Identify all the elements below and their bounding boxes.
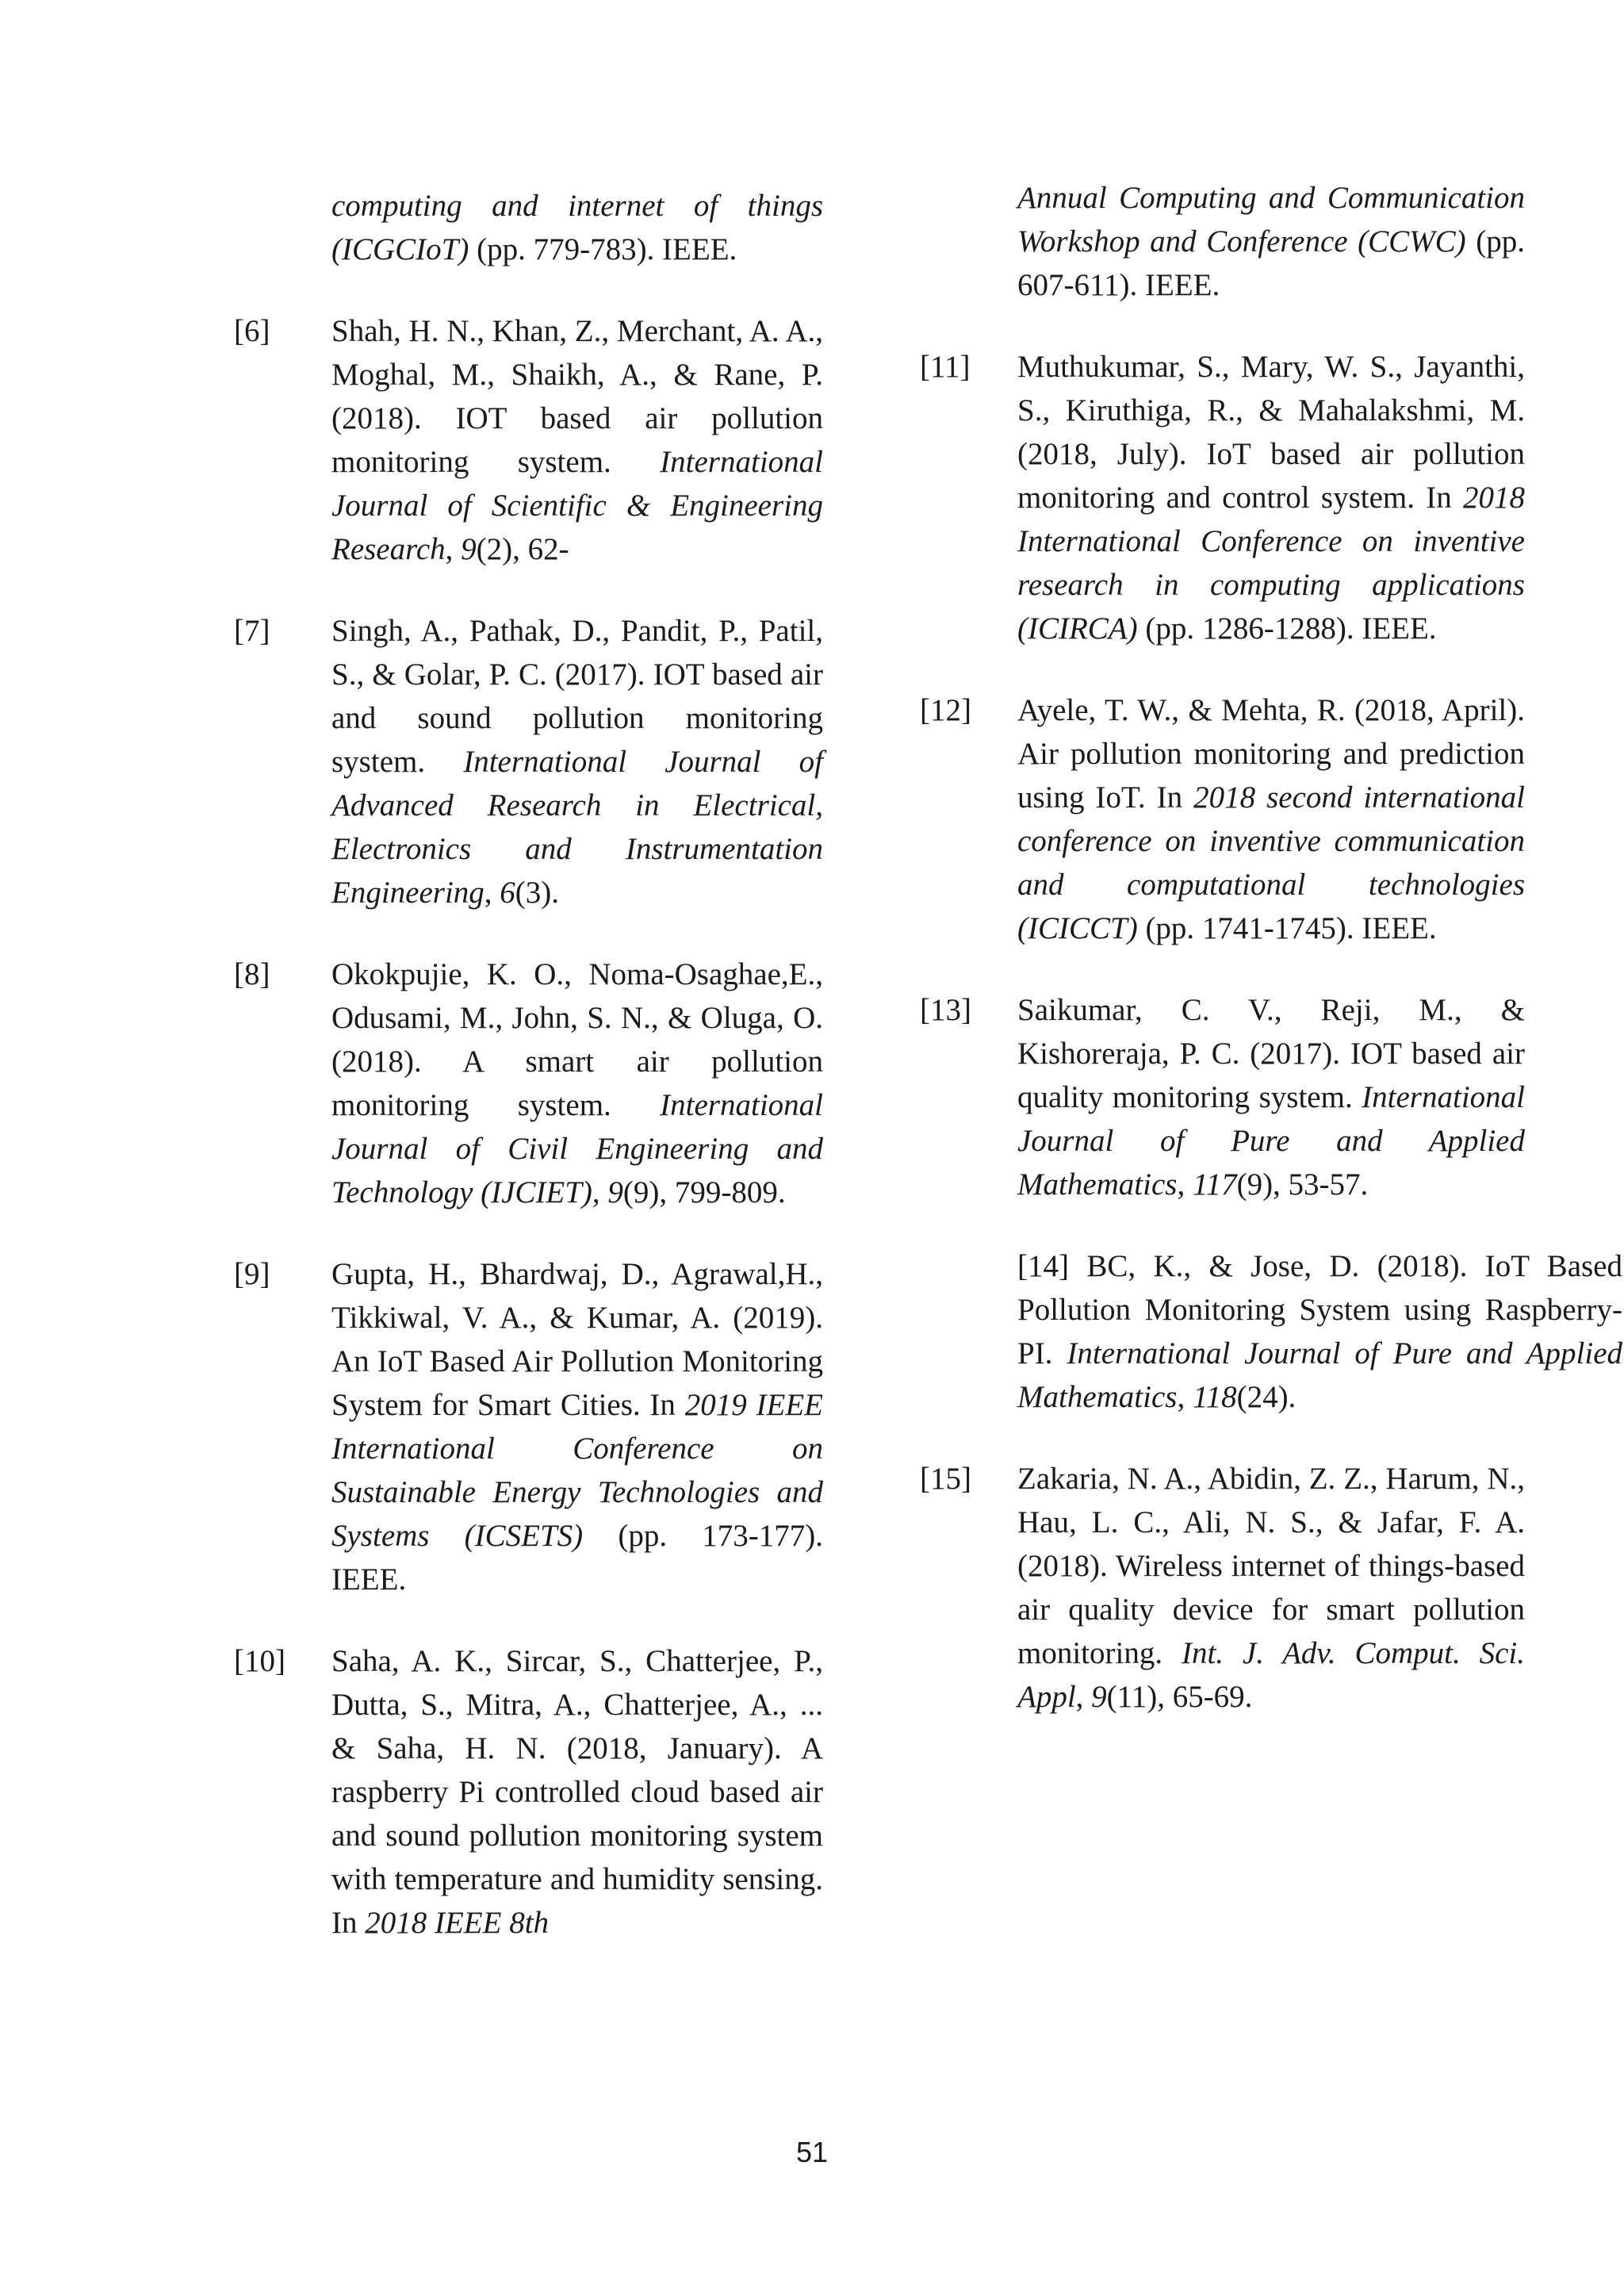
italic-text: 117 bbox=[1192, 1167, 1237, 1202]
italic-text: 2018 International Conference on inventive research in computing applications (ICIRCA) bbox=[1017, 481, 1525, 646]
reference-entry bbox=[920, 988, 1538, 1206]
reference-continuation bbox=[0, 184, 841, 271]
reference-text: [14] BC, K., & Jose, D. (2018). IoT Based Pollution Monitoring System using Raspberry-PI. bbox=[1017, 1249, 1622, 1370]
reference-body bbox=[331, 609, 823, 914]
reference-body bbox=[331, 1639, 823, 1945]
reference-body bbox=[920, 1244, 1622, 1419]
italic-text: 2018 second international conference on inventive communication and computational technologies (ICICCT) bbox=[1017, 780, 1525, 945]
reference-text: Saha, A. K., Sircar, S., Chatterjee, P., Dutta, S., Mitra, A., Chatterjee, A., ... & Saha, H. N. (2018, January). A raspberry Pi controlled cloud based air and sound pollution monitoring system with temperature and humidity sensing. In bbox=[331, 1644, 823, 1940]
reference-text: , bbox=[1177, 1380, 1193, 1414]
reference-number: [6] bbox=[234, 314, 270, 348]
italic-text: 2019 IEEE International Conference on Sustainable Energy Technologies and Systems (ICSETS) bbox=[331, 1388, 823, 1553]
reference-body bbox=[331, 309, 823, 571]
italic-text: International Journal of Pure and Applied Mathematics bbox=[1017, 1336, 1622, 1414]
reference-body bbox=[1017, 1457, 1525, 1719]
reference-text: Muthukumar, S., Mary, W. S., Jayanthi, S., Kiruthiga, R., & Mahalakshmi, M. (2018, July). IoT based air pollution monitoring and control system. In bbox=[1017, 350, 1525, 515]
italic-text: 6 bbox=[500, 876, 515, 910]
reference-text: Zakaria, N. A., Abidin, Z. Z., Harum, N., Hau, L. C., Ali, N. S., & Jafar, F. A. (2018). Wireless internet of things-based air quality device for smart pollution monitoring. bbox=[1017, 1462, 1525, 1670]
reference-entry bbox=[920, 1244, 1622, 1419]
italic-text: 9 bbox=[1091, 1680, 1107, 1714]
reference-text: (9), 53-57. bbox=[1236, 1167, 1369, 1202]
reference-number: [13] bbox=[920, 993, 971, 1027]
reference-body bbox=[331, 184, 823, 271]
reference-text: Gupta, H., Bhardwaj, D., Agrawal,H., Tikkiwal, V. A., & Kumar, A. (2019). An IoT Based Air Pollution Monitoring System for Smart Cities. In bbox=[331, 1257, 823, 1422]
reference-body bbox=[331, 1252, 823, 1601]
reference-text: Okokpujie, K. O., Noma-Osaghae,E., Odusami, M., John, S. N., & Oluga, O. (2018). A smart air pollution monitoring system. bbox=[331, 957, 823, 1122]
reference-text: (2), 62- bbox=[476, 532, 569, 566]
italic-text: Int. J. Adv. Comput. Sci. Appl bbox=[1017, 1636, 1525, 1714]
reference-entry bbox=[0, 1252, 841, 1601]
italic-text: Annual Computing and Communication Workshop and Conference (CCWC) bbox=[1017, 181, 1525, 259]
reference-text: (pp. 779-783). IEEE. bbox=[469, 232, 737, 266]
reference-text: Shah, H. N., Khan, Z., Merchant, A. A., Moghal, M., Shaikh, A., & Rane, P. (2018). IOT based air pollution monitoring system. bbox=[331, 314, 823, 479]
reference-entry bbox=[920, 1457, 1538, 1719]
reference-continuation bbox=[920, 176, 1538, 307]
reference-text: (9), 799-809. bbox=[622, 1175, 786, 1209]
italic-text: 2018 IEEE 8th bbox=[365, 1906, 550, 1940]
reference-number: [11] bbox=[920, 350, 971, 384]
italic-text: International Journal of Civil Engineering and Technology (IJCIET) bbox=[331, 1088, 823, 1209]
reference-text: (3). bbox=[515, 876, 560, 910]
reference-entry bbox=[0, 609, 841, 914]
page-number: 51 bbox=[795, 2136, 829, 2168]
italic-text: 118 bbox=[1192, 1380, 1237, 1414]
reference-number: [15] bbox=[920, 1462, 971, 1496]
italic-text: International Journal of Pure and Applied Mathematics bbox=[1017, 1080, 1525, 1202]
italic-text: International Journal of Advanced Research in Electrical, Electronics and Instrumentation Engineering bbox=[331, 745, 823, 910]
italic-text: 9 bbox=[607, 1175, 623, 1209]
reference-number: [12] bbox=[920, 693, 971, 727]
reference-entry bbox=[920, 688, 1538, 950]
reference-text: , bbox=[484, 876, 500, 910]
reference-body bbox=[331, 953, 823, 1214]
reference-entry bbox=[920, 345, 1538, 650]
reference-entry bbox=[0, 953, 841, 1214]
reference-text: (pp. 173-177). IEEE. bbox=[331, 1519, 823, 1596]
reference-number: [7] bbox=[234, 614, 270, 648]
reference-list bbox=[0, 309, 841, 1945]
reference-text: (11), 65-69. bbox=[1106, 1680, 1253, 1714]
reference-number: [10] bbox=[234, 1644, 285, 1678]
reference-body bbox=[1017, 988, 1525, 1206]
reference-entry bbox=[0, 1639, 841, 1945]
reference-text: (pp. 607-611). IEEE. bbox=[1017, 224, 1525, 302]
italic-text: computing and internet of things (ICGCIoT) bbox=[331, 189, 823, 266]
left-column bbox=[0, 184, 841, 1983]
reference-text: Saikumar, C. V., Reji, M., & Kishoreraja, P. C. (2017). IOT based air quality monitoring system. bbox=[1017, 993, 1525, 1114]
reference-text: (24). bbox=[1236, 1380, 1297, 1414]
reference-text: , bbox=[445, 532, 462, 566]
reference-body bbox=[1017, 345, 1525, 650]
italic-text: 9 bbox=[461, 532, 477, 566]
right-column bbox=[920, 176, 1622, 1757]
reference-body bbox=[1017, 176, 1525, 307]
reference-text: , bbox=[1177, 1167, 1193, 1202]
italic-text: International Journal of Scientific & Engineering Research bbox=[331, 445, 823, 566]
reference-text: (pp. 1741-1745). IEEE. bbox=[1137, 911, 1437, 945]
reference-list bbox=[920, 345, 1622, 1719]
reference-number: [9] bbox=[234, 1257, 270, 1291]
reference-number: [8] bbox=[234, 957, 270, 991]
reference-text: , bbox=[1075, 1680, 1092, 1714]
reference-text: , bbox=[592, 1175, 608, 1209]
reference-text: (pp. 1286-1288). IEEE. bbox=[1137, 611, 1437, 646]
reference-text: Ayele, T. W., & Mehta, R. (2018, April). Air pollution monitoring and prediction using IoT. In bbox=[1017, 693, 1525, 815]
reference-entry bbox=[0, 309, 841, 571]
reference-text: Singh, A., Pathak, D., Pandit, P., Patil, S., & Golar, P. C. (2017). IOT based air and sound pollution monitoring system. bbox=[331, 614, 823, 779]
reference-body bbox=[1017, 688, 1525, 950]
